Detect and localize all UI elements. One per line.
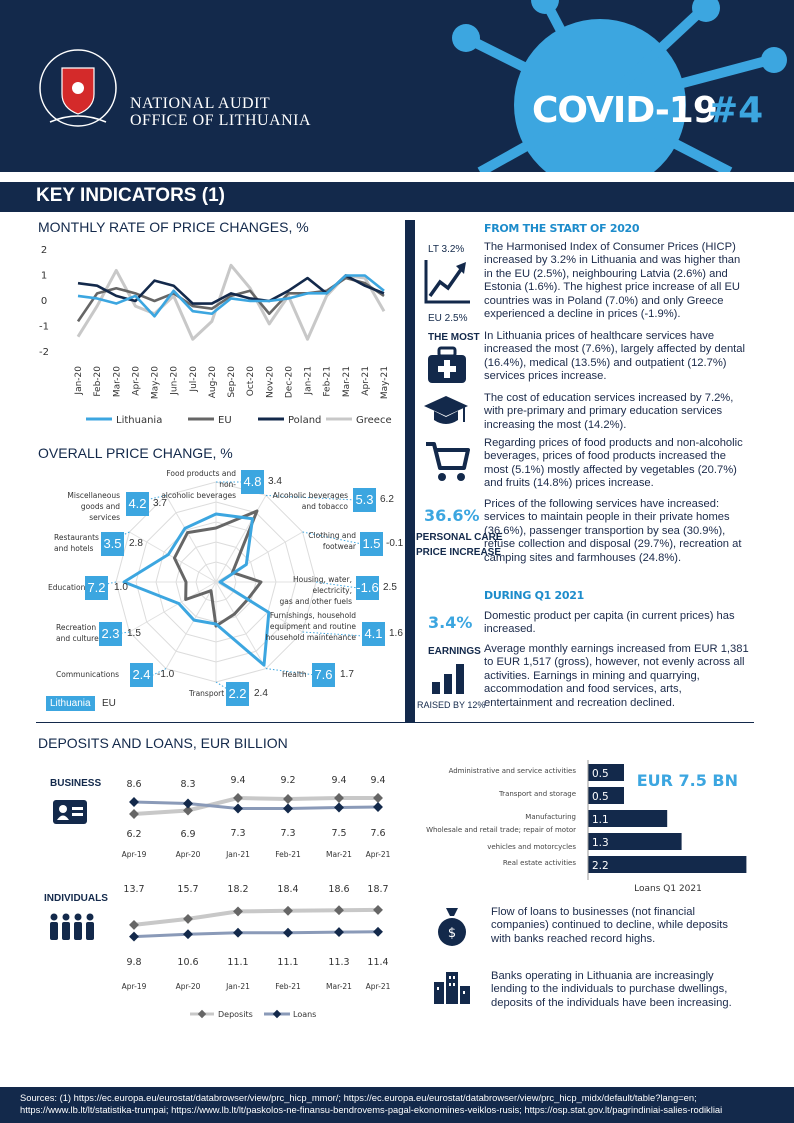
- radar-label-food: Food products and non- alcoholic beverages: [161, 469, 236, 500]
- bar-value-label: 0.5: [592, 768, 609, 780]
- legend-label: Poland: [288, 415, 322, 426]
- radar-label-education: Education: [48, 583, 86, 592]
- legend-loans-label: Loans: [293, 1010, 317, 1019]
- lt-value-restaurants: 3.5: [101, 532, 124, 556]
- bar-value-label: 0.5: [592, 791, 609, 803]
- y-tick-label: 2: [40, 245, 48, 256]
- x-tick-label: Apr-21: [360, 366, 371, 396]
- subheading-from-2020: FROM THE START OF 2020: [484, 222, 640, 235]
- legend-deposits-marker: [198, 1010, 206, 1018]
- x-tick-label: May-20: [150, 366, 161, 400]
- bar: [588, 856, 746, 873]
- radar-label-furnishings: Furnishings, household equipment and routine household maintenance: [265, 611, 356, 642]
- deposit-value-label: 9.4: [370, 775, 386, 786]
- x-axis-label: Apr-19: [121, 850, 147, 859]
- the-most-label: THE MOST: [428, 332, 480, 343]
- section-title: KEY INDICATORS (1): [36, 185, 225, 206]
- lt-value-miscellaneous: 4.2: [126, 492, 149, 516]
- paragraph-food: Regarding prices of food products and non-alcoholic beverages, prices of food products increased the most (5.1%) mostly affected by vegetables (20.7%) and fruits (14.8%) prices increase.: [484, 437, 743, 490]
- legend-label: EU: [218, 415, 232, 426]
- x-tick-label: Jan-20: [74, 366, 84, 395]
- radar-legend-lithuania: Lithuania: [46, 696, 95, 711]
- eu-value-alcohol: 6.2: [380, 494, 394, 505]
- loans-total-label: EUR 7.5 BN: [636, 771, 738, 790]
- loan-value-label: 11.3: [328, 957, 350, 968]
- paragraph-individual-loans: Banks operating in Lithuania are increasingly lending to the individuals to purchase dwellings, deposits of the individuals have been increasing.: [491, 970, 732, 1009]
- svg-text:$: $: [447, 926, 457, 941]
- radar-label-alcohol: Alcoholic beverages and tobacco: [272, 491, 348, 511]
- x-axis-label: Apr-21: [365, 982, 391, 991]
- graduation-cap-icon: [422, 394, 470, 430]
- bar-value-label: 1.1: [592, 814, 609, 826]
- issue-number: #4: [708, 90, 764, 131]
- eu-value-restaurants: 2.8: [129, 538, 143, 549]
- legend-deposits-label: Deposits: [218, 1010, 253, 1019]
- bar-value-label: 1.3: [592, 837, 609, 849]
- price-chart-title: MONTHLY RATE OF PRICE CHANGES, %: [38, 219, 309, 235]
- earnings-label: EARNINGS: [428, 646, 481, 657]
- lt-badge: LT 3.2%: [428, 244, 465, 255]
- x-axis-label: Apr-21: [365, 850, 391, 859]
- virus-graphic: [0, 0, 794, 172]
- x-tick-label: May-21: [380, 366, 390, 400]
- org-line-2: OFFICE OF LITHUANIA: [130, 112, 312, 129]
- business-label: BUSINESS: [50, 778, 102, 789]
- bar-value-label: 2.2: [592, 860, 609, 872]
- deposit-marker: [129, 920, 139, 930]
- deposit-value-label: 18.2: [227, 884, 249, 895]
- loans-sector-bar-chart: [420, 758, 760, 898]
- loan-marker: [283, 804, 293, 814]
- shopping-cart-icon: [424, 440, 470, 484]
- eu-value-health: 1.7: [340, 669, 354, 680]
- loan-marker: [233, 804, 243, 814]
- eu-value-miscellaneous: 3.7: [153, 498, 167, 509]
- eu-value-housing: 2.5: [383, 582, 397, 593]
- radar-label-miscellaneous: Miscellaneous goods and services: [67, 491, 120, 522]
- lt-value-education: 7.2: [85, 576, 108, 600]
- bar-category-label: vehicles and motorcycles: [487, 843, 576, 851]
- deposit-marker: [129, 809, 139, 819]
- deposit-value-label: 18.6: [328, 884, 350, 895]
- paragraph-earnings: Average monthly earnings increased from EUR 1,381 to EUR 1,517 (gross), however, not evenly across all activities. Earnings in mining and quarrying, accommodation and food services, arts, entertainment and recreation declined.: [484, 643, 749, 709]
- x-tick-label: Jul-20: [188, 366, 199, 392]
- deposit-marker: [233, 906, 243, 916]
- loan-value-label: 7.5: [331, 828, 347, 839]
- individuals-label: INDIVIDUALS: [44, 893, 108, 904]
- eu-value-communications: -1.0: [157, 669, 175, 680]
- deposit-marker: [283, 906, 293, 916]
- buildings-icon: [432, 970, 474, 1006]
- deposit-marker: [183, 914, 193, 924]
- sources-text: Sources: (1) https://ec.europa.eu/eurostat/databrowser/view/prc_hicp_mmor/; https://ec.europa.eu/eurostat/databrowser/view/prc_hicp_midx/default/table?lang=en; https://www.lb.lt/lt/statistika-trumpai; https://www.lb.lt/lt/paskolos-ne-finansu-bendrovems-pagal-ekonomines-veiklos-rusis; https://osp.stat.gov.lt/pagrindiniai-salies-rodikliai: [20, 1092, 723, 1116]
- lt-value-transport: 2.2: [226, 682, 249, 706]
- loan-value-label: 11.4: [367, 957, 389, 968]
- bar-category-label: Real estate activities: [502, 859, 576, 867]
- eu-value-furnishings: 1.6: [389, 628, 403, 639]
- x-axis-label: Mar-21: [326, 850, 352, 859]
- deposit-value-label: 15.7: [177, 884, 199, 895]
- loan-marker: [129, 797, 139, 807]
- loan-marker: [334, 803, 344, 813]
- deposits-title: DEPOSITS AND LOANS, EUR BILLION: [38, 735, 288, 751]
- x-axis-label: Apr-20: [175, 982, 201, 991]
- x-tick-label: Mar-21: [341, 366, 352, 398]
- seal-icon: [40, 50, 116, 126]
- loan-marker: [183, 799, 193, 809]
- legend-label: Greece: [356, 415, 392, 426]
- loan-value-label: 7.6: [370, 828, 386, 839]
- price-change-chart: [30, 240, 400, 435]
- bar-x-label: Loans Q1 2021: [634, 884, 702, 894]
- deposit-marker: [334, 905, 344, 915]
- organization-name: [130, 95, 311, 129]
- section-band: [0, 182, 794, 212]
- sources-footer: [0, 1087, 794, 1123]
- personal-care-label: PERSONAL CARE PRICE INCREASE: [416, 532, 503, 558]
- bar-category-label: Manufacturing: [525, 813, 576, 821]
- deposit-value-label: 9.4: [230, 775, 246, 786]
- x-tick-label: Mar-20: [112, 366, 123, 398]
- radar-label-communications: Communications: [56, 670, 120, 679]
- x-axis-label: Feb-21: [275, 850, 301, 859]
- deposit-marker: [283, 794, 293, 804]
- lt-value-food: 4.8: [241, 470, 264, 494]
- x-tick-label: Feb-20: [93, 366, 104, 397]
- radar-label-housing: Housing, water, electricity, gas and other fuels: [279, 575, 352, 606]
- eu-value-education: 1.0: [114, 582, 128, 593]
- x-tick-label: Feb-21: [322, 366, 333, 397]
- loan-marker: [373, 802, 383, 812]
- legend-loans-marker: [273, 1010, 281, 1018]
- deposit-marker: [334, 793, 344, 803]
- y-tick-label: 1: [40, 270, 48, 282]
- x-tick-label: Nov-20: [265, 366, 276, 399]
- paragraph-education: The cost of education services increased by 7.2%, with pre-primary and primary education services increasing the most (14.2%).: [484, 392, 734, 431]
- deposit-value-label: 13.7: [123, 884, 145, 895]
- loan-marker: [183, 929, 193, 939]
- paragraph-business-loans: Flow of loans to businesses (not financial companies) continued to decline, while deposits with banks reached record highs.: [491, 906, 728, 945]
- lt-value-alcohol: 5.3: [353, 488, 376, 512]
- money-bag-icon: [434, 906, 470, 946]
- x-tick-label: Dec-20: [284, 366, 295, 399]
- loan-marker: [373, 927, 383, 937]
- x-tick-label: Jun-20: [169, 366, 180, 395]
- paragraph-health: In Lithuania prices of healthcare services have increased the most (7.6%), largely affected by dental (16.4%), medical (13.5%) and outpatient (12.7%) services prices increase.: [484, 330, 745, 383]
- eu-value-food: 3.4: [268, 476, 282, 487]
- eu-value-clothing: -0.1: [386, 538, 404, 549]
- x-axis-label: Apr-19: [121, 982, 147, 991]
- x-tick-label: Oct-20: [246, 366, 257, 397]
- deposit-value-label: 9.2: [280, 775, 296, 786]
- x-axis-label: Feb-21: [275, 982, 301, 991]
- paragraph-gdp: Domestic product per capita (in current prices) has increased.: [484, 610, 735, 636]
- x-axis-label: Jan-21: [226, 982, 250, 991]
- x-tick-label: Sep-20: [227, 366, 237, 398]
- section-divider: [36, 722, 754, 723]
- radar-label-transport: Transport: [189, 689, 225, 698]
- legend-label: Lithuania: [116, 415, 163, 426]
- lt-value-communications: 2.4: [130, 663, 153, 687]
- loan-value-label: 9.8: [126, 957, 142, 968]
- radar-label-health: Health: [282, 670, 307, 679]
- radar-title: OVERALL PRICE CHANGE, %: [38, 445, 233, 461]
- loan-marker: [233, 928, 243, 938]
- lt-value-housing: -1.6: [356, 576, 379, 600]
- loan-value-label: 7.3: [230, 828, 246, 839]
- lt-value-furnishings: 4.1: [362, 622, 385, 646]
- radar-label-recreation: Recreation and culture: [56, 623, 99, 643]
- deposit-value-label: 18.4: [277, 884, 299, 895]
- bar-category-label: Transport and storage: [498, 790, 576, 798]
- x-tick-label: Aug-20: [207, 366, 218, 399]
- x-axis-label: Apr-20: [175, 850, 201, 859]
- loan-value-label: 8.3: [180, 779, 196, 790]
- loan-value-label: 10.6: [177, 957, 199, 968]
- loan-value-label: 11.1: [227, 957, 249, 968]
- personal-care-value: 36.6%: [424, 506, 480, 525]
- eu-value-transport: 2.4: [254, 688, 268, 699]
- x-axis-label: Jan-21: [226, 850, 250, 859]
- series-line-greece: [78, 265, 384, 339]
- loan-value-label: 7.3: [280, 828, 296, 839]
- radar-legend-eu: EU: [102, 698, 116, 709]
- page-header: [0, 0, 794, 172]
- first-aid-kit-icon: [426, 346, 468, 384]
- bar-category-label: Administrative and service activities: [448, 767, 576, 775]
- x-tick-label: Jan-21: [303, 366, 314, 395]
- gdp-value: 3.4%: [428, 613, 473, 632]
- paragraph-hicp: The Harmonised Index of Consumer Prices (HICP) increased by 3.2% in Lithuania and was higher than in the EU (2.5%), neighbouring Latvia (2.6%) and Estonia (1.6%). The highest price increase of all EU countries was in Poland (7.0%) and only Greece experienced a decline in prices (-1.9%).: [484, 241, 741, 321]
- lt-value-clothing: 1.5: [360, 532, 383, 556]
- divider-bar: [405, 220, 415, 722]
- loan-value-label: 8.6: [126, 779, 142, 790]
- radar-label-restaurants: Restaurants and hotels: [54, 533, 99, 553]
- deposit-marker: [373, 905, 383, 915]
- subheading-q1-2021: DURING Q1 2021: [484, 589, 584, 602]
- deposit-value-label: 6.2: [126, 829, 142, 840]
- loan-value-label: 11.1: [277, 957, 299, 968]
- deposit-value-label: 6.9: [180, 829, 196, 840]
- loan-marker: [129, 932, 139, 942]
- people-group-icon: [48, 912, 96, 942]
- x-axis-label: Mar-21: [326, 982, 352, 991]
- trend-up-icon: [422, 258, 472, 306]
- radar-label-clothing: Clothing and footwear: [308, 531, 356, 551]
- x-tick-label: Apr-20: [131, 366, 142, 396]
- deposit-value-label: 9.4: [331, 775, 347, 786]
- y-tick-label: -2: [39, 347, 49, 358]
- deposit-marker: [233, 793, 243, 803]
- covid-title: COVID-19: [532, 90, 717, 131]
- lt-value-health: 7.6: [312, 663, 335, 687]
- y-tick-label: -1: [39, 321, 49, 333]
- eu-value-recreation: 1.5: [127, 628, 141, 639]
- bar-growth-icon: [428, 660, 470, 696]
- bar-category-label: Wholesale and retail trade; repair of motor: [426, 826, 576, 834]
- paragraph-services: Prices of the following services have increased: services to maintain people in their private homes (36.6%), passenger transportion by sea (30.9%), refuse collection and disposal (29.7%), recreation at camping sites and farmhouses (24.8%).: [484, 498, 742, 564]
- org-line-1: NATIONAL AUDIT: [130, 95, 271, 112]
- loan-marker: [283, 928, 293, 938]
- deposits-loans-chart: [110, 765, 400, 1025]
- raised-label: RAISED BY 12%: [417, 700, 486, 710]
- eu-badge: EU 2.5%: [428, 313, 468, 324]
- deposit-marker: [373, 793, 383, 803]
- id-card-icon: [52, 796, 88, 826]
- lt-value-recreation: 2.3: [99, 622, 122, 646]
- y-tick-label: 0: [40, 296, 48, 307]
- loan-marker: [334, 927, 344, 937]
- deposit-value-label: 18.7: [367, 884, 389, 895]
